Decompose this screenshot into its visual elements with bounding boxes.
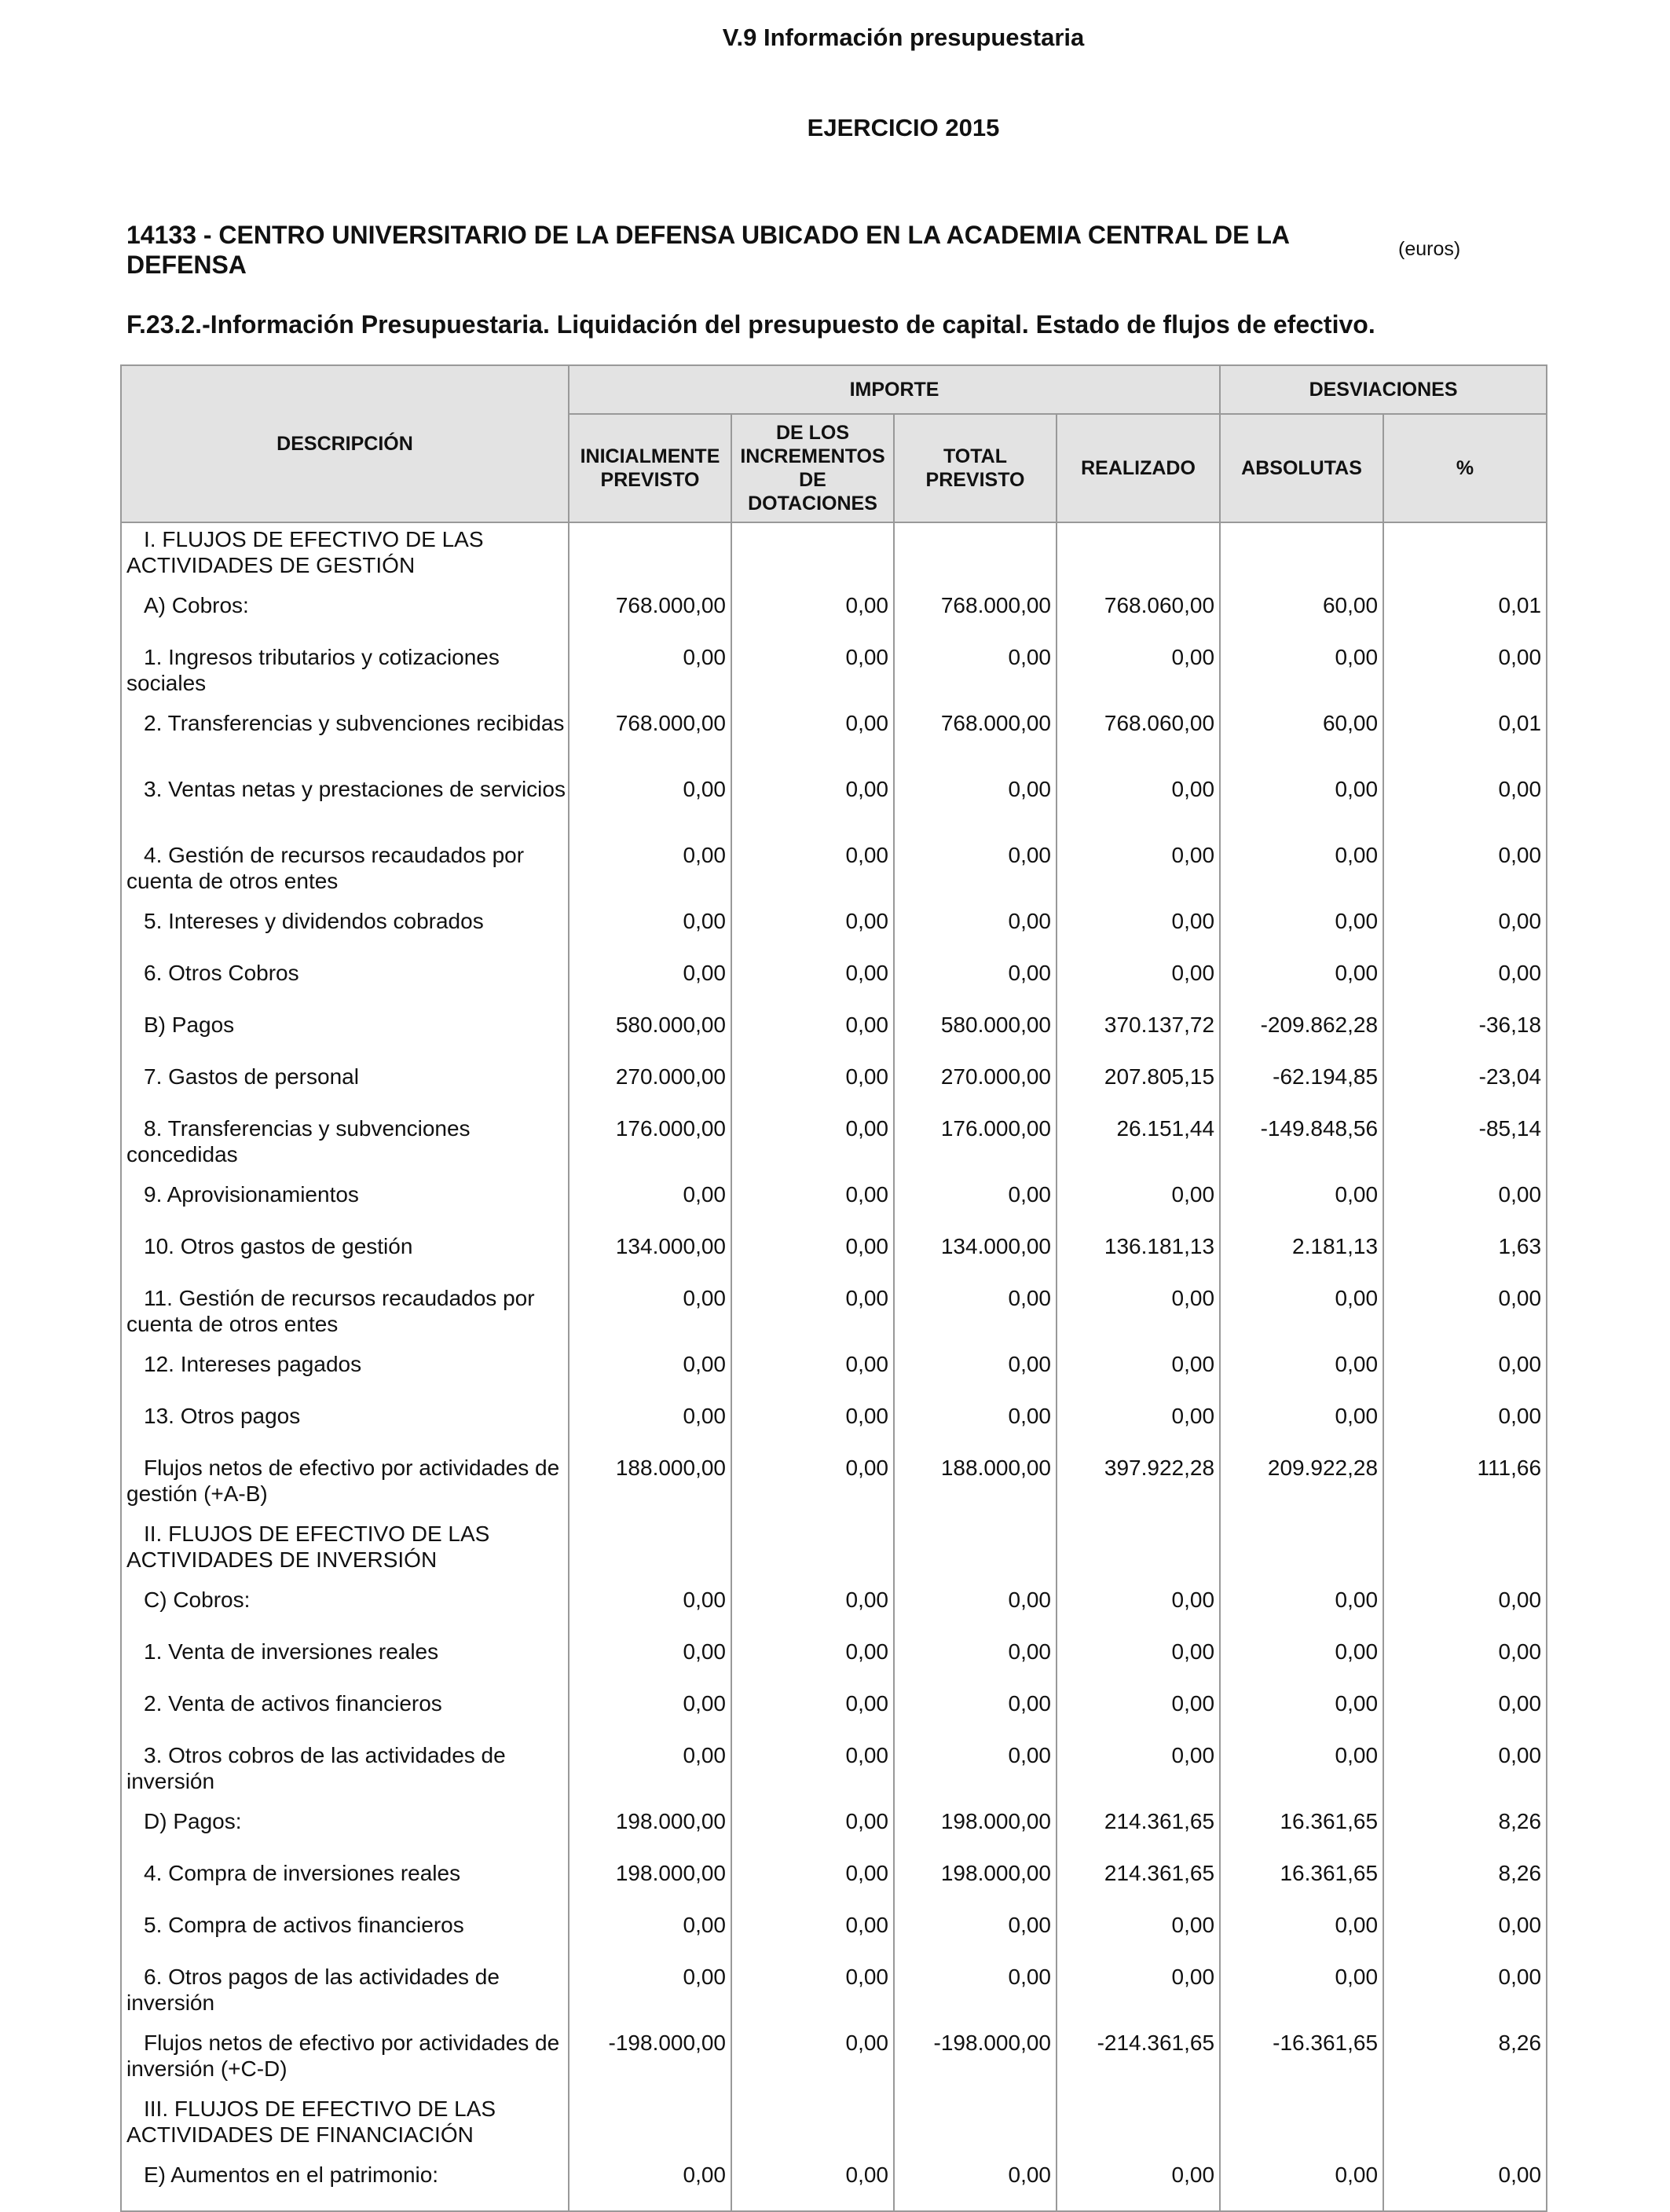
row-description [121,522,569,589]
cell-absolutas: 0,00 [1220,773,1383,839]
cell-pct: 0,00 [1383,1584,1547,1635]
row-label: 1. Venta de inversiones reales [144,1639,439,1664]
cell-pct: 0,00 [1383,1635,1547,1687]
cell-incrementos: 0,00 [731,957,894,1009]
cell-absolutas: 0,00 [1220,641,1383,707]
cell-pct: 0,00 [1383,2159,1547,2211]
cash-flow-table [120,364,1547,2212]
table-row [121,1687,1547,1739]
cell-incrementos [731,1518,894,1584]
cell-realizado: 0,00 [1057,1584,1220,1635]
table-row [121,1452,1547,1518]
cell-realizado: 0,00 [1057,1961,1220,2027]
cell-total: 0,00 [894,1400,1057,1452]
cell-realizado: 0,00 [1057,773,1220,839]
cell-total: 0,00 [894,905,1057,957]
cell-realizado: 0,00 [1057,641,1220,707]
row-label: 1. Ingresos tributarios y cotizaciones sociales [126,645,500,695]
cell-pct: 0,00 [1383,1178,1547,1230]
row-label: 2. Transferencias y subvenciones recibidas [144,711,565,735]
row-label: 7. Gastos de personal [144,1064,359,1089]
cell-pct: 1,63 [1383,1230,1547,1282]
cell-total: 0,00 [894,1178,1057,1230]
row-label: III. FLUJOS DE EFECTIVO DE LAS ACTIVIDADES DE FINANCIACIÓN [126,2097,496,2147]
cell-realizado: 370.137,72 [1057,1009,1220,1060]
cell-realizado: 136.181,13 [1057,1230,1220,1282]
cell-absolutas: 60,00 [1220,707,1383,773]
table-row [121,589,1547,641]
row-description [121,1009,569,1060]
table-row [121,707,1547,773]
table-row [121,2093,1547,2159]
cell-inicial: 0,00 [569,1400,731,1452]
exercise-year: EJERCICIO 2015 [807,114,1000,141]
cell-absolutas: 0,00 [1220,1635,1383,1687]
cell-absolutas: 0,00 [1220,1739,1383,1805]
row-label: 4. Gestión de recursos recaudados por cuenta de otros entes [126,843,525,893]
row-label: 11. Gestión de recursos recaudados por cuenta de otros entes [126,1286,535,1336]
cell-realizado: 0,00 [1057,1348,1220,1400]
header-descripcion: DESCRIPCIÓN [121,365,569,522]
cell-incrementos: 0,00 [731,1060,894,1112]
row-description [121,1400,569,1452]
cell-absolutas: 0,00 [1220,1178,1383,1230]
cell-absolutas: 0,00 [1220,1400,1383,1452]
row-description [121,1060,569,1112]
cell-incrementos: 0,00 [731,1348,894,1400]
cell-incrementos: 0,00 [731,589,894,641]
cell-total: 580.000,00 [894,1009,1057,1060]
cell-realizado: 0,00 [1057,1282,1220,1348]
cell-absolutas: -62.194,85 [1220,1060,1383,1112]
cell-pct: 0,00 [1383,1400,1547,1452]
row-label: 4. Compra de inversiones reales [144,1861,461,1885]
cell-pct: 0,00 [1383,1282,1547,1348]
cell-incrementos: 0,00 [731,2159,894,2211]
cell-inicial: 768.000,00 [569,589,731,641]
cell-total: 0,00 [894,2159,1057,2211]
row-description [121,2027,569,2093]
table-row [121,1584,1547,1635]
cell-inicial: 0,00 [569,1584,731,1635]
row-description [121,773,569,839]
row-description [121,1687,569,1739]
row-description [121,2159,569,2211]
row-description [121,839,569,905]
row-label: 3. Ventas netas y prestaciones de servicios [144,777,566,801]
row-description [121,1805,569,1857]
table-row [121,1805,1547,1857]
cell-absolutas: -16.361,65 [1220,2027,1383,2093]
cell-total: -198.000,00 [894,2027,1057,2093]
cell-incrementos [731,522,894,589]
cell-pct: 0,00 [1383,957,1547,1009]
cell-pct: 0,00 [1383,839,1547,905]
cell-absolutas: 0,00 [1220,1909,1383,1961]
cell-total [894,1518,1057,1584]
cell-total: 0,00 [894,773,1057,839]
cell-total: 0,00 [894,957,1057,1009]
row-label: D) Pagos: [144,1809,242,1833]
cell-absolutas [1220,2093,1383,2159]
cell-incrementos [731,2093,894,2159]
cell-total: 188.000,00 [894,1452,1057,1518]
row-label: II. FLUJOS DE EFECTIVO DE LAS ACTIVIDADES DE INVERSIÓN [126,1522,490,1572]
cell-incrementos: 0,00 [731,905,894,957]
cell-pct: 0,01 [1383,707,1547,773]
cell-inicial: 0,00 [569,1909,731,1961]
cell-pct: 8,26 [1383,1857,1547,1909]
cell-realizado: 0,00 [1057,1909,1220,1961]
cell-inicial: 198.000,00 [569,1857,731,1909]
cell-inicial: 768.000,00 [569,707,731,773]
row-label: 10. Otros gastos de gestión [144,1234,413,1258]
cell-absolutas: 209.922,28 [1220,1452,1383,1518]
cell-absolutas: 0,00 [1220,1348,1383,1400]
cell-total: 0,00 [894,1687,1057,1739]
header-total-previsto: TOTAL PREVISTO [894,414,1057,522]
row-label: Flujos netos de efectivo por actividades de inversión (+C-D) [126,2031,560,2081]
cell-inicial: 134.000,00 [569,1230,731,1282]
row-description [121,1961,569,2027]
row-description [121,1282,569,1348]
cell-incrementos: 0,00 [731,1635,894,1687]
cell-realizado: 214.361,65 [1057,1857,1220,1909]
cell-incrementos: 0,00 [731,1961,894,2027]
cell-realizado: 0,00 [1057,957,1220,1009]
cell-total: 0,00 [894,839,1057,905]
cell-inicial: 0,00 [569,1348,731,1400]
cell-total: 768.000,00 [894,707,1057,773]
table-row [121,1009,1547,1060]
cell-realizado: 397.922,28 [1057,1452,1220,1518]
cell-realizado: 0,00 [1057,839,1220,905]
cell-absolutas [1220,522,1383,589]
cell-incrementos: 0,00 [731,1909,894,1961]
cell-pct: 0,00 [1383,1687,1547,1739]
cell-total: 0,00 [894,1635,1057,1687]
cell-total: 270.000,00 [894,1060,1057,1112]
cell-incrementos: 0,00 [731,1857,894,1909]
cell-inicial [569,2093,731,2159]
report-title: F.23.2.-Información Presupuestaria. Liquidación del presupuesto de capital. Estado de flujos de efectivo. [126,310,1375,339]
cell-incrementos: 0,00 [731,839,894,905]
cell-absolutas: 16.361,65 [1220,1857,1383,1909]
cell-total: 0,00 [894,1282,1057,1348]
cell-absolutas: 0,00 [1220,2159,1383,2211]
row-description [121,1518,569,1584]
cell-realizado: 0,00 [1057,1400,1220,1452]
cell-realizado: 26.151,44 [1057,1112,1220,1178]
cell-pct: 0,00 [1383,1909,1547,1961]
header-pct: % [1383,414,1547,522]
section-title: V.9 Información presupuestaria [722,24,1085,51]
cell-realizado [1057,1518,1220,1584]
cell-incrementos: 0,00 [731,1009,894,1060]
cell-pct: 0,00 [1383,1348,1547,1400]
cell-inicial: 0,00 [569,641,731,707]
row-description [121,589,569,641]
entity-name: 14133 - CENTRO UNIVERSITARIO DE LA DEFENSA UBICADO EN LA ACADEMIA CENTRAL DE LA DEFENSA [126,221,1289,279]
cell-incrementos: 0,00 [731,1584,894,1635]
cell-incrementos: 0,00 [731,1282,894,1348]
cell-incrementos: 0,00 [731,707,894,773]
cell-inicial: 0,00 [569,2159,731,2211]
cell-realizado: 768.060,00 [1057,589,1220,641]
cell-total [894,2093,1057,2159]
table-row [121,2027,1547,2093]
cell-absolutas: 0,00 [1220,1584,1383,1635]
cell-incrementos: 0,00 [731,1400,894,1452]
header-absolutas: ABSOLUTAS [1220,414,1383,522]
table-row [121,1400,1547,1452]
cell-absolutas: -149.848,56 [1220,1112,1383,1178]
cell-total: 0,00 [894,1961,1057,2027]
cell-inicial: 0,00 [569,1687,731,1739]
row-description [121,707,569,773]
cell-total [894,522,1057,589]
cell-inicial: 188.000,00 [569,1452,731,1518]
cell-inicial: -198.000,00 [569,2027,731,2093]
cell-absolutas: 2.181,13 [1220,1230,1383,1282]
row-description [121,905,569,957]
cell-inicial [569,522,731,589]
cell-realizado: 0,00 [1057,2159,1220,2211]
cell-absolutas: 60,00 [1220,589,1383,641]
cell-inicial: 0,00 [569,1739,731,1805]
cell-pct [1383,522,1547,589]
cell-total: 134.000,00 [894,1230,1057,1282]
table-row [121,1961,1547,2027]
cell-pct: -36,18 [1383,1009,1547,1060]
row-description [121,1178,569,1230]
cell-pct [1383,2093,1547,2159]
header-importe: IMPORTE [569,365,1220,414]
table-row [121,1112,1547,1178]
cell-absolutas: 0,00 [1220,1282,1383,1348]
row-description [121,1857,569,1909]
row-label: 13. Otros pagos [144,1404,301,1428]
table-row [121,839,1547,905]
row-description [121,957,569,1009]
cell-incrementos: 0,00 [731,641,894,707]
header-realizado: REALIZADO [1057,414,1220,522]
cell-inicial [569,1518,731,1584]
cell-pct: 0,00 [1383,1961,1547,2027]
cell-absolutas [1220,1518,1383,1584]
cell-inicial: 0,00 [569,839,731,905]
row-label: 2. Venta de activos financieros [144,1691,442,1716]
cell-pct: 0,00 [1383,773,1547,839]
cell-realizado: -214.361,65 [1057,2027,1220,2093]
row-description [121,1739,569,1805]
cell-total: 0,00 [894,1739,1057,1805]
cell-incrementos: 0,00 [731,1112,894,1178]
cell-pct: 111,66 [1383,1452,1547,1518]
cell-inicial: 0,00 [569,1635,731,1687]
cell-pct: 0,00 [1383,1739,1547,1805]
table-row [121,1909,1547,1961]
table-row [121,1282,1547,1348]
cell-absolutas: 0,00 [1220,905,1383,957]
cell-inicial: 0,00 [569,1282,731,1348]
cell-pct: 0,00 [1383,641,1547,707]
cell-inicial: 270.000,00 [569,1060,731,1112]
cell-realizado: 0,00 [1057,1687,1220,1739]
table-row [121,1518,1547,1584]
row-description [121,1584,569,1635]
cell-total: 0,00 [894,1909,1057,1961]
cell-absolutas: 0,00 [1220,839,1383,905]
row-label: I. FLUJOS DE EFECTIVO DE LAS ACTIVIDADES DE GESTIÓN [126,527,484,577]
row-description [121,1348,569,1400]
cell-inicial: 0,00 [569,905,731,957]
cell-total: 0,00 [894,1584,1057,1635]
cell-inicial: 0,00 [569,1178,731,1230]
cell-realizado: 0,00 [1057,1635,1220,1687]
cell-inicial: 198.000,00 [569,1805,731,1857]
cell-absolutas: -209.862,28 [1220,1009,1383,1060]
cell-inicial: 176.000,00 [569,1112,731,1178]
cell-pct: -23,04 [1383,1060,1547,1112]
table-row [121,773,1547,839]
cell-realizado [1057,522,1220,589]
table-row [121,1739,1547,1805]
cell-incrementos: 0,00 [731,1739,894,1805]
row-description [121,1452,569,1518]
row-label: E) Aumentos en el patrimonio: [144,2163,439,2187]
cell-pct: 8,26 [1383,2027,1547,2093]
cell-absolutas: 0,00 [1220,957,1383,1009]
cell-total: 0,00 [894,641,1057,707]
cell-realizado: 0,00 [1057,1739,1220,1805]
cell-inicial: 0,00 [569,1961,731,2027]
cell-absolutas: 0,00 [1220,1687,1383,1739]
cell-pct [1383,1518,1547,1584]
cell-incrementos: 0,00 [731,2027,894,2093]
row-label: Flujos netos de efectivo por actividades de gestión (+A-B) [126,1456,560,1506]
cell-pct: 0,01 [1383,589,1547,641]
cell-incrementos: 0,00 [731,1805,894,1857]
cell-absolutas: 16.361,65 [1220,1805,1383,1857]
row-label: 5. Intereses y dividendos cobrados [144,909,484,933]
cell-total: 176.000,00 [894,1112,1057,1178]
cell-inicial: 580.000,00 [569,1009,731,1060]
header-desviaciones: DESVIACIONES [1220,365,1547,414]
table-row [121,522,1547,589]
row-description [121,641,569,707]
cell-total: 198.000,00 [894,1857,1057,1909]
currency-unit: (euros) [1398,238,1461,260]
table-row [121,2159,1547,2211]
row-description [121,1112,569,1178]
table-row [121,1060,1547,1112]
table-row [121,641,1547,707]
row-label: 8. Transferencias y subvenciones concedidas [126,1116,471,1166]
header-incrementos: DE LOS INCREMENTOS DE DOTACIONES [731,414,894,522]
cell-incrementos: 0,00 [731,1178,894,1230]
cell-pct: 0,00 [1383,905,1547,957]
row-label: A) Cobros: [144,593,249,617]
row-description [121,1635,569,1687]
table-row [121,1635,1547,1687]
row-label: C) Cobros: [144,1588,251,1612]
row-label: 6. Otros Cobros [144,961,299,985]
cell-incrementos: 0,00 [731,1452,894,1518]
cell-inicial: 0,00 [569,773,731,839]
row-description [121,2093,569,2159]
table-row [121,905,1547,957]
cell-incrementos: 0,00 [731,1687,894,1739]
cell-incrementos: 0,00 [731,773,894,839]
table-row [121,1230,1547,1282]
cell-total: 198.000,00 [894,1805,1057,1857]
cell-total: 768.000,00 [894,589,1057,641]
cell-realizado: 0,00 [1057,905,1220,957]
row-label: 12. Intereses pagados [144,1352,362,1376]
row-description [121,1230,569,1282]
row-label: 6. Otros pagos de las actividades de inversión [126,1965,500,2015]
row-description [121,1909,569,1961]
header-inicialmente-previsto: INICIALMENTE PREVISTO [569,414,731,522]
table-row [121,1857,1547,1909]
cell-realizado: 214.361,65 [1057,1805,1220,1857]
table-row [121,1178,1547,1230]
cell-total: 0,00 [894,1348,1057,1400]
cell-realizado: 768.060,00 [1057,707,1220,773]
row-label: 9. Aprovisionamientos [144,1182,359,1207]
row-label: B) Pagos [144,1013,235,1037]
cell-realizado: 0,00 [1057,1178,1220,1230]
cell-pct: 8,26 [1383,1805,1547,1857]
cell-inicial: 0,00 [569,957,731,1009]
row-label: 3. Otros cobros de las actividades de inversión [126,1743,506,1793]
row-label: 5. Compra de activos financieros [144,1913,464,1937]
table-row [121,1348,1547,1400]
cell-absolutas: 0,00 [1220,1961,1383,2027]
table-row [121,957,1547,1009]
cell-incrementos: 0,00 [731,1230,894,1282]
cell-realizado [1057,2093,1220,2159]
cell-realizado: 207.805,15 [1057,1060,1220,1112]
cell-pct: -85,14 [1383,1112,1547,1178]
